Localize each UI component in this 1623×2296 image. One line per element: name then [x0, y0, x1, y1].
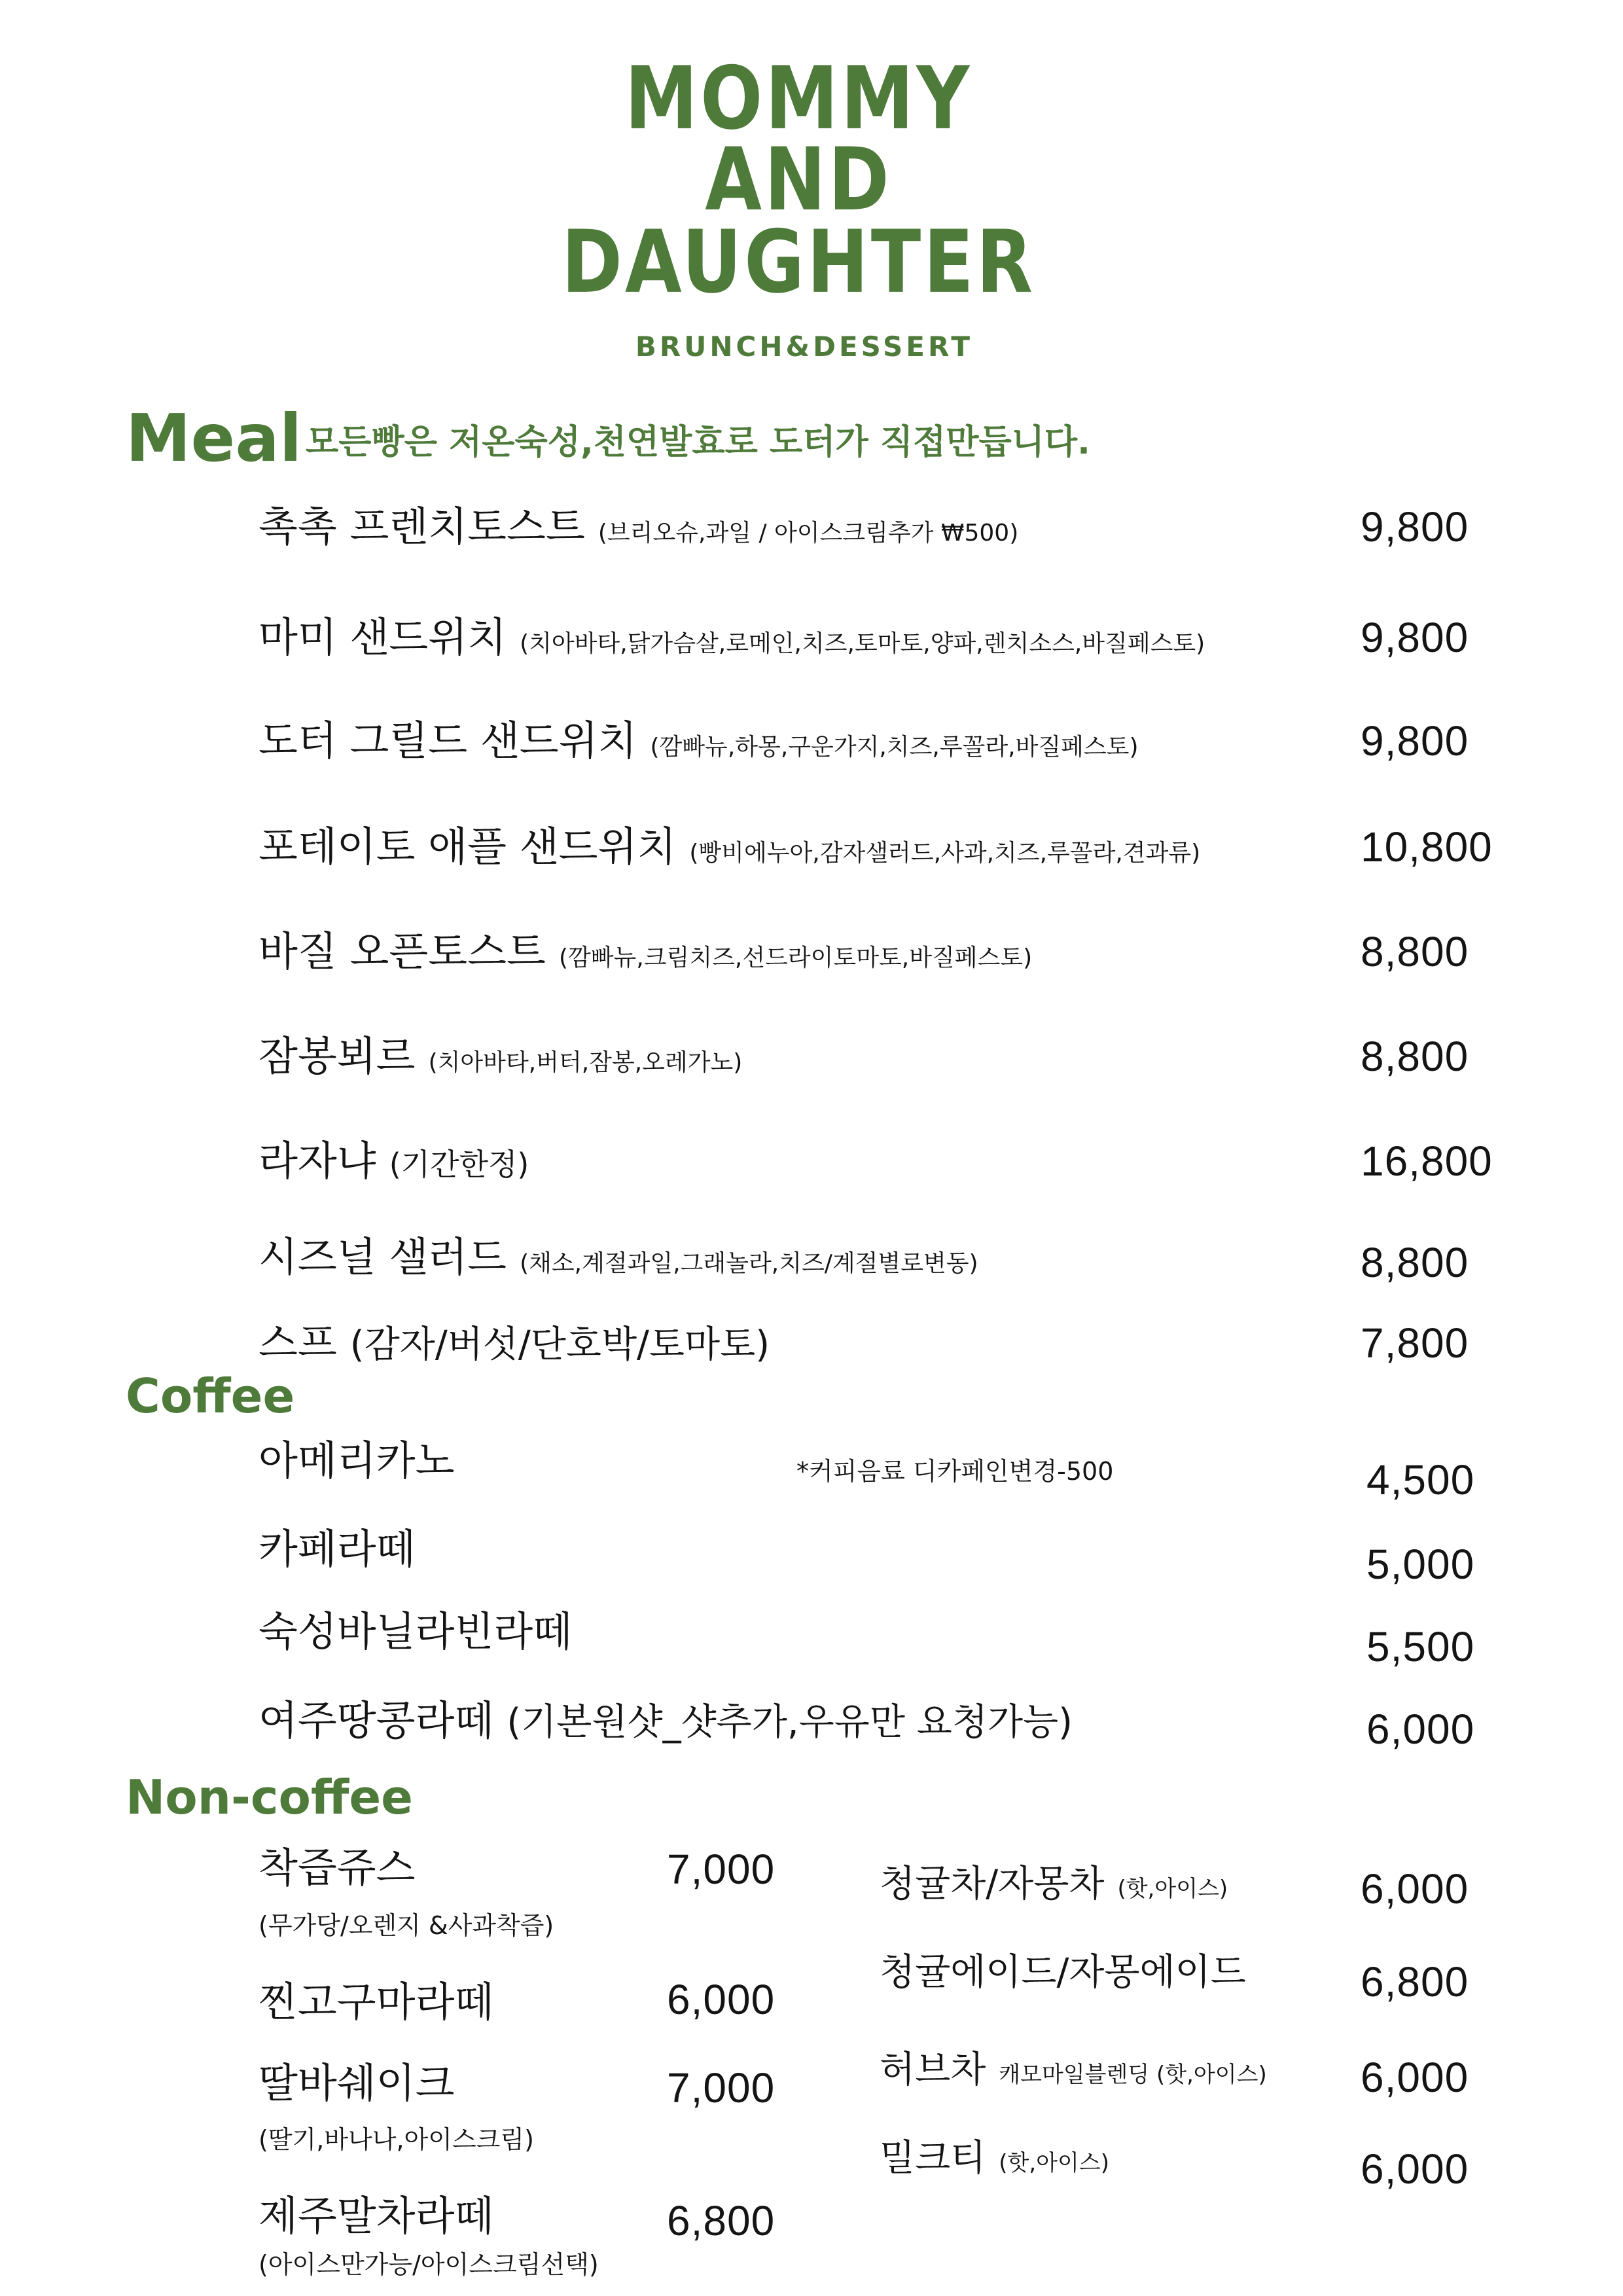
menu-item-row — [259, 715, 1338, 767]
item-description: (기본원샷_샷추가,우유만 요청가능) — [507, 1701, 1073, 1744]
item-price: 5,500 — [1366, 1623, 1475, 1670]
item-price: 8,800 — [1361, 928, 1469, 975]
item-description: (깜빠뉴,하몽,구운가지,치즈,루꼴라,바질페스토) — [650, 734, 1139, 761]
item-price: 8,800 — [1361, 1033, 1469, 1080]
menu-item-row — [880, 2044, 1338, 2096]
item-description: (무가당/오렌지 &사과착즙) — [259, 1911, 554, 1940]
menu-item-row — [880, 1858, 1338, 1910]
menu-item-row — [259, 2190, 651, 2242]
item-price: 7,000 — [667, 1846, 776, 1893]
item-price: 8,800 — [1361, 1239, 1469, 1286]
brand-title-line-2: AND — [705, 130, 892, 230]
item-price: 10,800 — [1361, 823, 1493, 870]
meal-notice: 모든빵은 저온숙성,천연발효로 도터가 직접만듭니다. — [306, 423, 1090, 462]
menu-item-row — [259, 1842, 651, 1894]
item-price: 6,000 — [667, 1976, 776, 2023]
menu-item-row — [259, 1523, 1338, 1575]
menu-item-row — [880, 1946, 1338, 1999]
item-price: 6,800 — [1361, 1958, 1469, 2005]
menu-item-row — [259, 501, 1338, 553]
item-name: 청귤차/자몽차 — [880, 1863, 1105, 1905]
item-description: (치아바타,닭가슴살,로메인,치즈,토마토,양파,렌치소스,바질페스토) — [520, 630, 1205, 657]
menu-item-row — [259, 1695, 1338, 1747]
item-price: 7,000 — [667, 2064, 776, 2111]
item-price: 9,800 — [1361, 614, 1469, 661]
section-title-non-coffee: Non-coffee — [126, 1770, 413, 1825]
item-price: 6,000 — [1361, 2054, 1469, 2101]
item-price: 6,000 — [1366, 1706, 1475, 1753]
item-name: 착즙쥬스 — [259, 1844, 416, 1892]
section-title-coffee: Coffee — [126, 1369, 295, 1424]
item-name: 딸바쉐이크 — [259, 2059, 455, 2107]
item-name: 마미 샌드위치 — [259, 613, 507, 661]
section-title-meal: Meal — [126, 400, 302, 476]
menu-item-row — [259, 821, 1338, 873]
item-name: 청귤에이드/자몽에이드 — [880, 1951, 1246, 1994]
item-description: (감자/버섯/단호박/토마토) — [349, 1323, 770, 1366]
menu-item-row — [259, 1135, 1338, 1187]
item-name: 여주땅콩라떼 — [259, 1696, 494, 1744]
item-name: 허브차 — [880, 2049, 986, 2091]
item-name: 바질 오픈토스트 — [259, 927, 546, 975]
item-price: 4,500 — [1366, 1456, 1475, 1503]
item-description: (핫,아이스) — [999, 2150, 1110, 2176]
item-description: (아이스만가능/아이스크림선택) — [259, 2250, 599, 2279]
item-name: 제주말차라떼 — [259, 2192, 494, 2240]
brand-tagline: BRUNCH&DESSERT — [635, 331, 974, 363]
item-name: 밀크티 — [880, 2137, 986, 2179]
item-price: 6,800 — [667, 2197, 776, 2244]
menu-item-row — [259, 1976, 651, 2028]
item-price: 7,800 — [1361, 1319, 1469, 1367]
item-name: 라자냐 — [259, 1137, 376, 1185]
item-description: (치아바타,버터,잠봉,오레가노) — [428, 1049, 743, 1076]
item-description: (딸기,바나나,아이스크림) — [259, 2125, 534, 2154]
decaf-note: *커피음료 디카페인변경-500 — [796, 1457, 1114, 1486]
item-price: 9,800 — [1361, 717, 1469, 764]
item-description: (기간한정) — [389, 1147, 529, 1182]
item-name: 카페라떼 — [259, 1525, 416, 1573]
brand-title-line-3: DAUGHTER — [562, 212, 1035, 313]
menu-item-row — [880, 2132, 1338, 2185]
item-price: 6,000 — [1361, 2145, 1469, 2193]
menu-item-row — [259, 925, 1338, 978]
menu-item-row — [259, 1317, 1338, 1369]
item-name: 시즈널 샐러드 — [259, 1233, 507, 1281]
menu-item-row — [259, 1030, 1338, 1083]
item-name: 포테이토 애플 샌드위치 — [259, 823, 677, 870]
item-description: (채소,계절과일,그래놀라,치즈/계절별로변동) — [520, 1250, 978, 1277]
item-name: 스프 — [259, 1319, 337, 1367]
item-name: 촉촉 프렌치토스트 — [259, 503, 585, 550]
item-name: 잠봉뵈르 — [259, 1032, 416, 1080]
item-description: (브리오슈,과일 / 아이스크림추가 ₩500) — [597, 520, 1019, 547]
menu-item-row — [259, 611, 1338, 664]
item-description: (빵비에누아,감자샐러드,사과,치즈,루꼴라,견과류) — [689, 840, 1201, 867]
brand-title-line-1: MOMMY — [624, 48, 972, 149]
menu-item-row — [259, 1231, 1338, 1283]
item-name: 찐고구마라떼 — [259, 1978, 494, 2026]
item-price: 16,800 — [1361, 1138, 1493, 1185]
item-price: 5,000 — [1366, 1541, 1475, 1588]
menu-item-row — [259, 2057, 651, 2109]
item-name: 아메리카노 — [259, 1437, 455, 1484]
item-name: 도터 그릴드 샌드위치 — [259, 717, 637, 764]
menu-item-row — [259, 1605, 1338, 1658]
item-price: 6,000 — [1361, 1865, 1469, 1912]
item-description: (핫,아이스) — [1117, 1876, 1228, 1902]
item-description: (깜빠뉴,크림치즈,선드라이토마토,바질페스토) — [558, 944, 1033, 971]
item-name: 숙성바닐라빈라떼 — [259, 1607, 573, 1655]
item-description: 캐모마일블렌딩 (핫,아이스) — [999, 2062, 1267, 2088]
item-price: 9,800 — [1361, 503, 1469, 550]
